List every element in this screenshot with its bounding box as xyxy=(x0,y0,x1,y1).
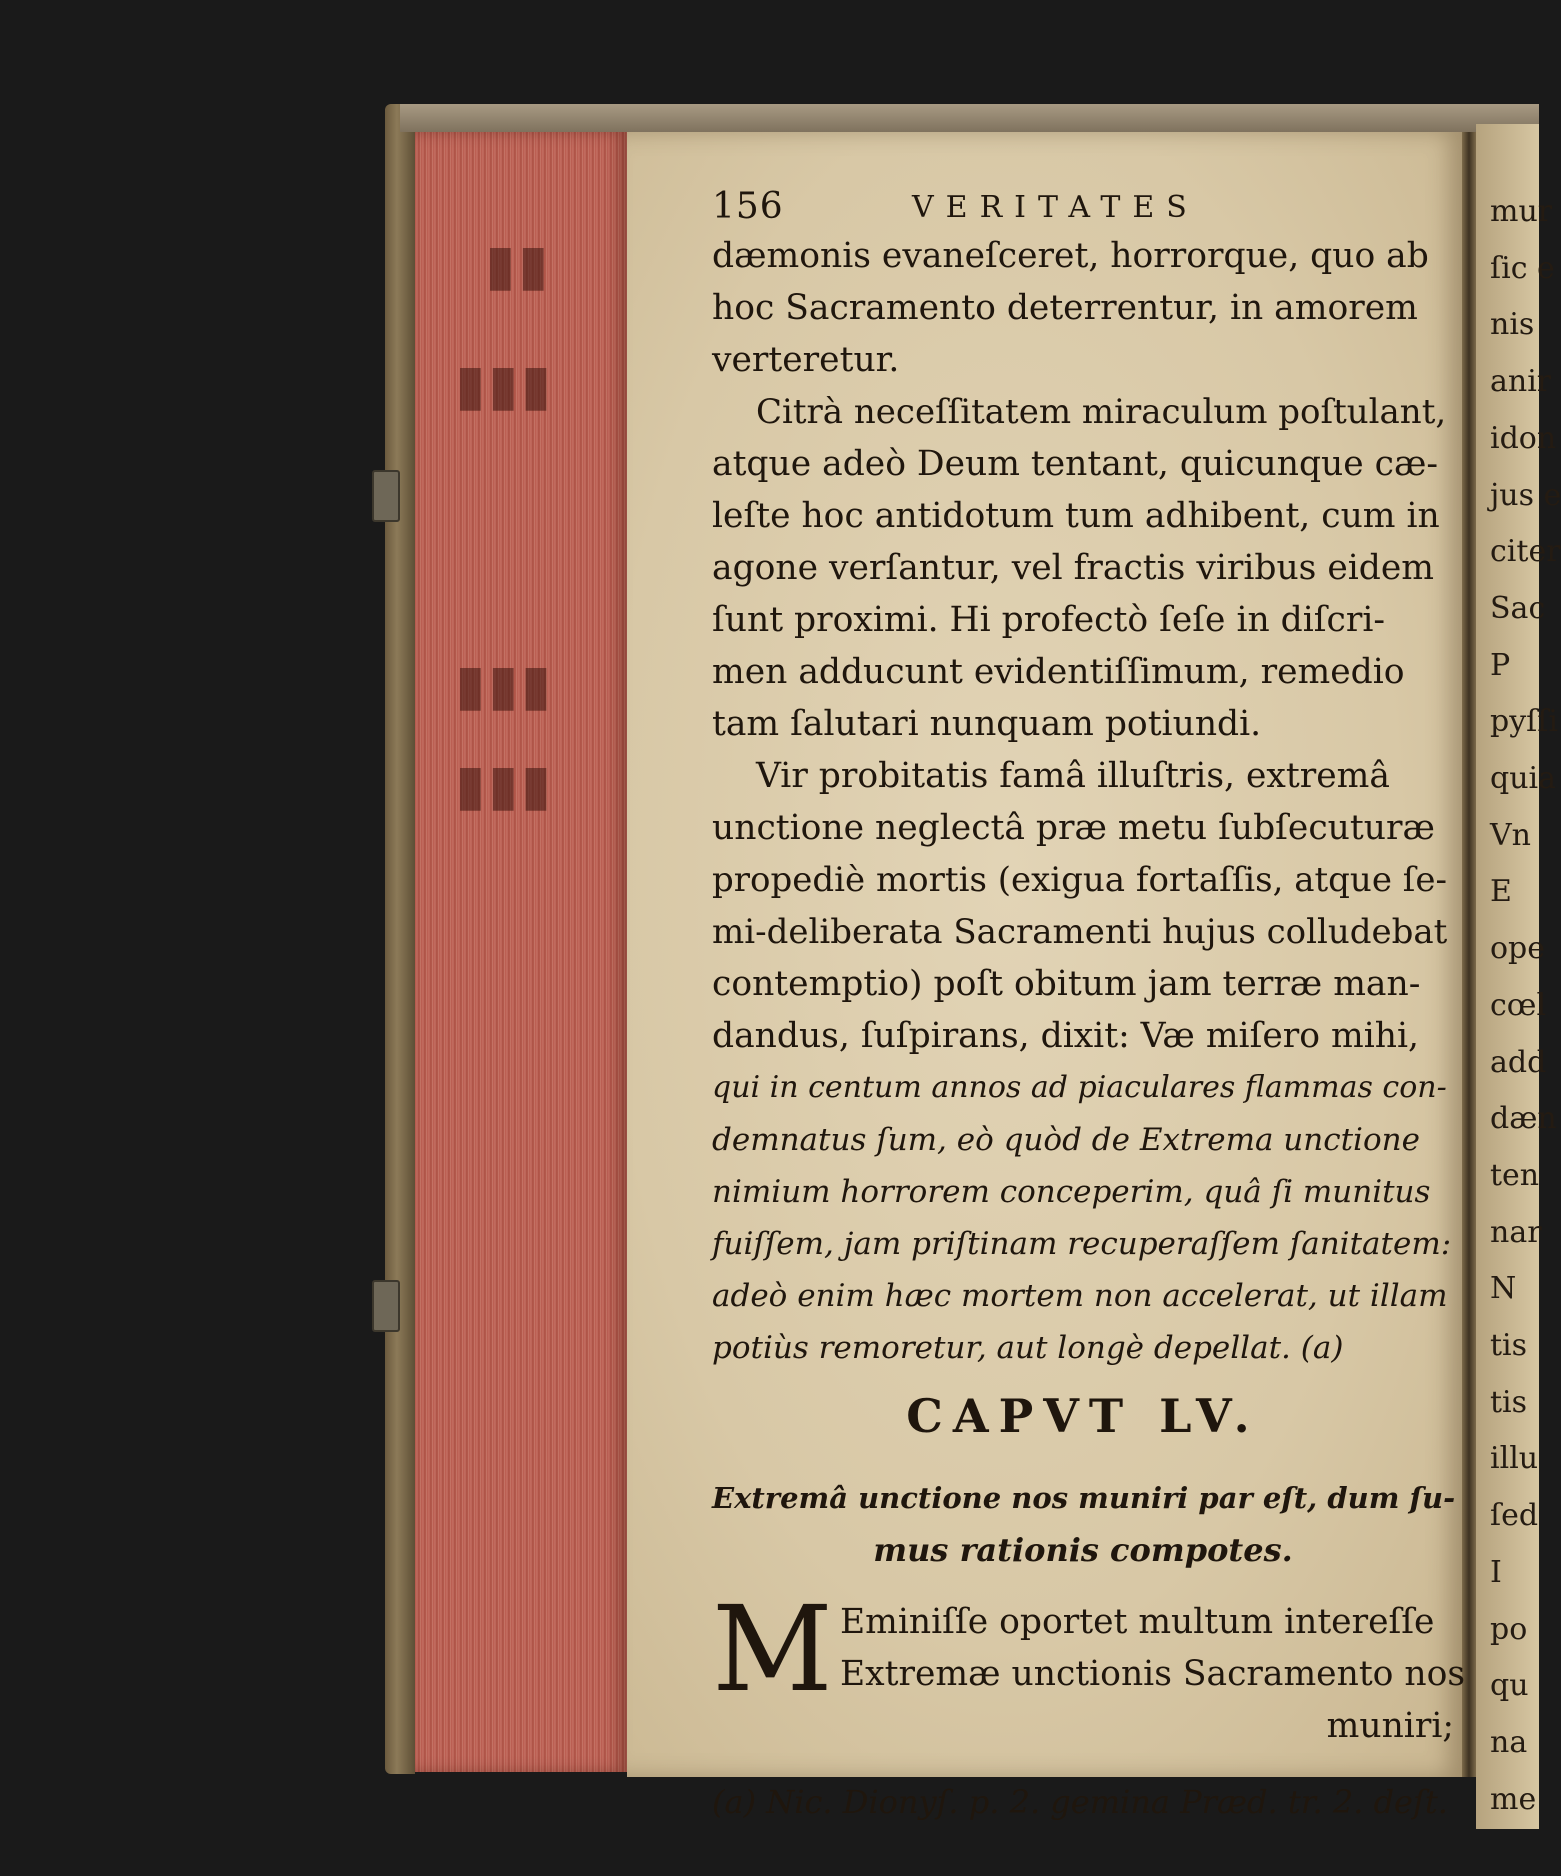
edge-ink-mark: ▮▮ xyxy=(485,232,551,298)
running-title: VERITATES xyxy=(912,190,1199,225)
chapter-summary-line: Extremâ unctione nos muniri par eſt, dum ſu- xyxy=(712,1481,1456,1515)
right-page-fragment: dæn xyxy=(1490,1101,1557,1137)
right-page-fragment: tis xyxy=(1490,1328,1528,1364)
text-line: Extremæ unctionis Sacramento nos xyxy=(840,1654,1466,1694)
right-page-fragment: qu xyxy=(1490,1668,1529,1704)
text-line: fuiſſem, jam priſtinam recuperaſſem ſanitatem: xyxy=(712,1226,1452,1262)
right-page-fragment: na xyxy=(1490,1724,1528,1760)
right-page-fragment: I xyxy=(1490,1554,1502,1590)
chapter-heading: CAPVT LV. xyxy=(906,1389,1260,1443)
chapter-opening-paragraph xyxy=(712,1580,1466,1752)
right-page-fragment: ſed xyxy=(1490,1498,1539,1534)
page-number: 156 xyxy=(712,186,784,227)
clasp-lower xyxy=(372,1280,400,1332)
text-line: Eminiſſe oportet multum intereſſe xyxy=(840,1602,1435,1642)
right-page-fragment: me xyxy=(1490,1781,1537,1817)
edge-ink-mark: ▮▮▮ xyxy=(455,652,554,718)
clasp-upper xyxy=(372,470,400,522)
right-page-fragment: nis xyxy=(1490,307,1535,343)
right-page-fragment: E xyxy=(1490,874,1512,910)
right-page-fragment: ten xyxy=(1490,1157,1540,1193)
right-page-fragment: cœl xyxy=(1490,987,1547,1023)
edge-ink-mark: ▮▮▮ xyxy=(455,352,554,418)
text-line: Vir probitatis famâ illuſtris, extremâ xyxy=(756,756,1390,796)
text-line: mi-deliberata Sacramenti hujus colludebat xyxy=(712,912,1448,952)
right-page-fragment: citer xyxy=(1490,534,1561,570)
running-head xyxy=(712,186,1454,230)
chapter-summary-line: mus rationis compotes. xyxy=(873,1531,1293,1569)
red-page-edges xyxy=(415,132,627,1772)
text-line: muniri; xyxy=(1326,1706,1454,1746)
footnote: (a) Nic. Dionyſ. p. 2. gemina Præd. tr. 2. deſt. xyxy=(712,1783,1448,1821)
right-page-fragment: N xyxy=(1490,1271,1517,1307)
text-line: potiùs remoretur, aut longè depellat. (a) xyxy=(712,1330,1344,1366)
text-line: ſunt proximi. Hi profectò ſeſe in diſcri- xyxy=(712,600,1386,640)
text-line: demnatus ſum, eò quòd de Extrema unctione xyxy=(712,1122,1420,1158)
right-page-edge xyxy=(1476,124,1561,1829)
right-page-fragment: quia xyxy=(1490,761,1557,797)
text-line: contemptio) poſt obitum jam terræ man- xyxy=(712,964,1421,1004)
edge-ink-mark: ▮▮▮ xyxy=(455,752,554,818)
text-line: nimium horrorem conceperim, quâ ſi munitus xyxy=(712,1174,1431,1210)
right-page-fragment: idon xyxy=(1490,420,1557,456)
text-line: unctione neglectâ præ metu ſubſecuturæ xyxy=(712,808,1435,848)
book-board-top xyxy=(400,104,1539,132)
drop-cap: M xyxy=(712,1580,833,1718)
text-line: Citrà neceſſitatem miraculum poſtulant, xyxy=(756,392,1447,432)
body-text xyxy=(712,230,1454,1374)
text-line: qui in centum annos ad piaculares flammas con- xyxy=(712,1070,1447,1105)
right-page-fragment: add xyxy=(1490,1044,1547,1080)
text-line: adeò enim hæc mortem non accelerat, ut illam xyxy=(712,1278,1448,1314)
right-page-fragment: po xyxy=(1490,1611,1528,1647)
right-page-fragment: anir xyxy=(1490,364,1552,400)
text-line: verteretur. xyxy=(712,340,900,380)
right-page-fragment: Vn xyxy=(1490,817,1531,853)
right-page-fragment: ope xyxy=(1490,931,1546,967)
right-page-fragment: P xyxy=(1490,647,1511,683)
text-line: tam ſalutari nunquam potiundi. xyxy=(712,704,1262,744)
text-line: men adducunt evidentiſſimum, remedio xyxy=(712,652,1405,692)
right-page-fragment: mur xyxy=(1490,194,1553,229)
text-line: propediè mortis (exigua fortaſſis, atque ſe- xyxy=(712,860,1447,900)
right-page-fragment: ſic e xyxy=(1490,250,1555,286)
right-page-fragment: nar xyxy=(1490,1214,1542,1250)
book-gutter xyxy=(1462,132,1476,1777)
text-line: hoc Sacramento deterrentur, in amorem xyxy=(712,288,1418,328)
book-spine xyxy=(385,104,415,1774)
text-line: dandus, ſuſpirans, dixit: Væ miſero mihi, xyxy=(712,1016,1419,1056)
right-page-fragment: illu xyxy=(1490,1441,1539,1477)
right-page-fragment: jus e xyxy=(1490,477,1561,513)
right-page-fragment: pyſſi xyxy=(1490,704,1558,740)
text-line: atque adeò Deum tentant, quicunque cæ- xyxy=(712,444,1439,484)
text-line: dæmonis evaneſceret, horrorque, quo ab xyxy=(712,236,1429,276)
text-line: leſte hoc antidotum tum adhibent, cum in xyxy=(712,496,1440,536)
text-line: agone verſantur, vel fractis viribus eidem xyxy=(712,548,1435,588)
page-text xyxy=(712,186,1466,1828)
right-page-fragment: Sac xyxy=(1490,590,1546,626)
right-page-fragment: tis xyxy=(1490,1384,1528,1420)
